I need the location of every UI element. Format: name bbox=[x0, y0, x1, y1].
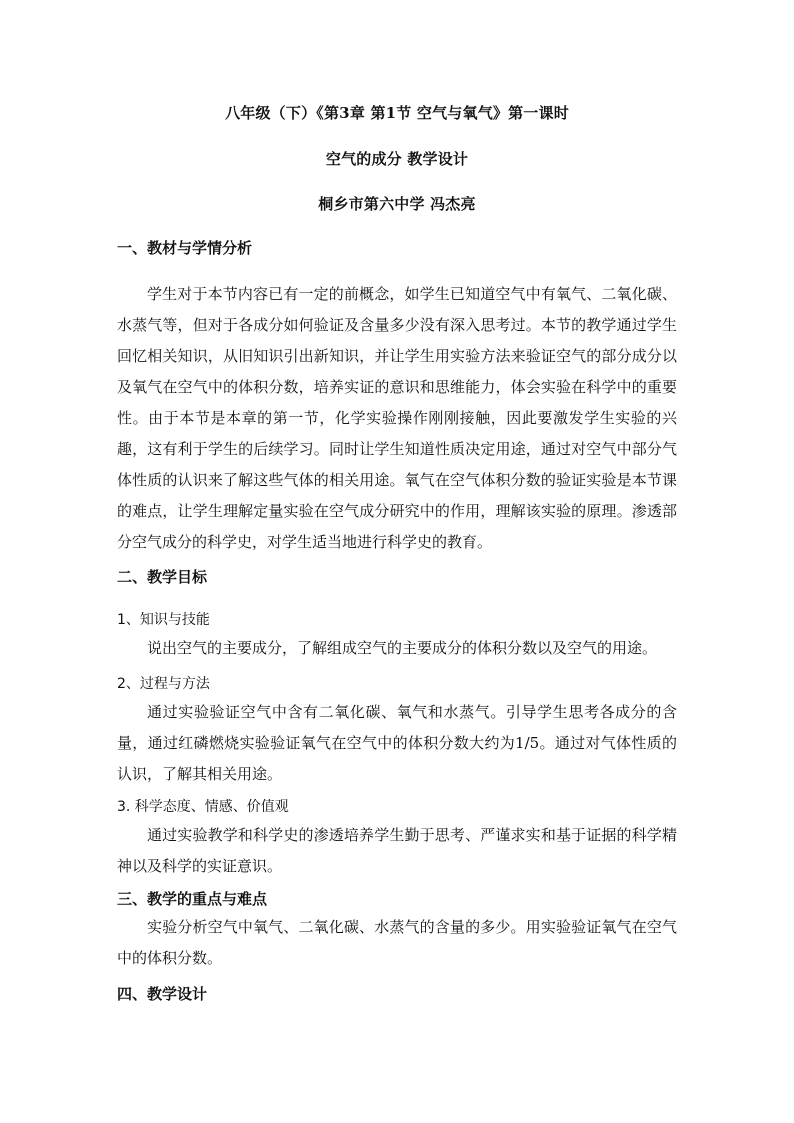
section-heading-key-points: 三、教学的重点与难点 bbox=[117, 890, 268, 908]
objective-label-process: 2、过程与方法 bbox=[117, 676, 210, 692]
section-heading-design: 四、教学设计 bbox=[117, 985, 208, 1003]
analysis-paragraph: 学生对于本节内容已有一定的前概念，如学生已知道空气中有氧气、二氧化碳、水蒸气等，但对于各成分如何验证及含量多少没有深入思考过。本节的教学通过学生回忆相关知识，从旧知识引出新知识，并让学生用实验方法来验证空气的部分成分以及氧气在空气中的体积分数，培养实证的意识和思维能力，体会实验在科学中的重要性。由于本节是本章的第一节，化学实验操作刚刚接触，因此要激发学生实验的兴趣，这有利于学生的后续学习。同时让学生知道性质决定用途，通过对空气中部分气体性质的认识来了解这些气体的相关用途。氧气在空气体积分数的验证实验是本节课的难点，让学生理解定量实验在空气成分研究中的作用，理解该实验的原理。渗透部分空气成分的科学史，对学生适当地进行科学史的教育。 bbox=[117, 285, 677, 551]
objective-text-process: 通过实验验证空气中含有二氧化碳、氧气和水蒸气。引导学生思考各成分的含量，通过红磷燃烧实验验证氧气在空气中的体积分数大约为1/5。通过对气体性质的认识，了解其相关用途。 bbox=[117, 703, 677, 783]
objective-label-knowledge: 1、知识与技能 bbox=[117, 612, 210, 628]
objective-label-attitude: 3. 科学态度、情感、价值观 bbox=[117, 799, 289, 815]
section-heading-objectives: 二、教学目标 bbox=[117, 568, 208, 586]
key-points-paragraph: 实验分析空气中氧气、二氧化碳、水蒸气的含量的多少。用实验验证氧气在空气中的体积分数。 bbox=[117, 918, 677, 967]
objective-text-knowledge: 说出空气的主要成分，了解组成空气的主要成分的体积分数以及空气的用途。 bbox=[147, 639, 658, 657]
section-heading-analysis: 一、教材与学情分析 bbox=[117, 239, 253, 257]
objective-text-attitude: 通过实验教学和科学史的渗透培养学生勤于思考、严谨求实和基于证据的科学精神以及科学的实证意识。 bbox=[117, 826, 677, 875]
document-title: 八年级（下）《第3章 第1节 空气与氧气》第一课时 bbox=[225, 104, 569, 122]
document-author: 桐乡市第六中学 冯杰亮 bbox=[318, 195, 476, 213]
document-subtitle: 空气的成分 教学设计 bbox=[325, 150, 469, 168]
